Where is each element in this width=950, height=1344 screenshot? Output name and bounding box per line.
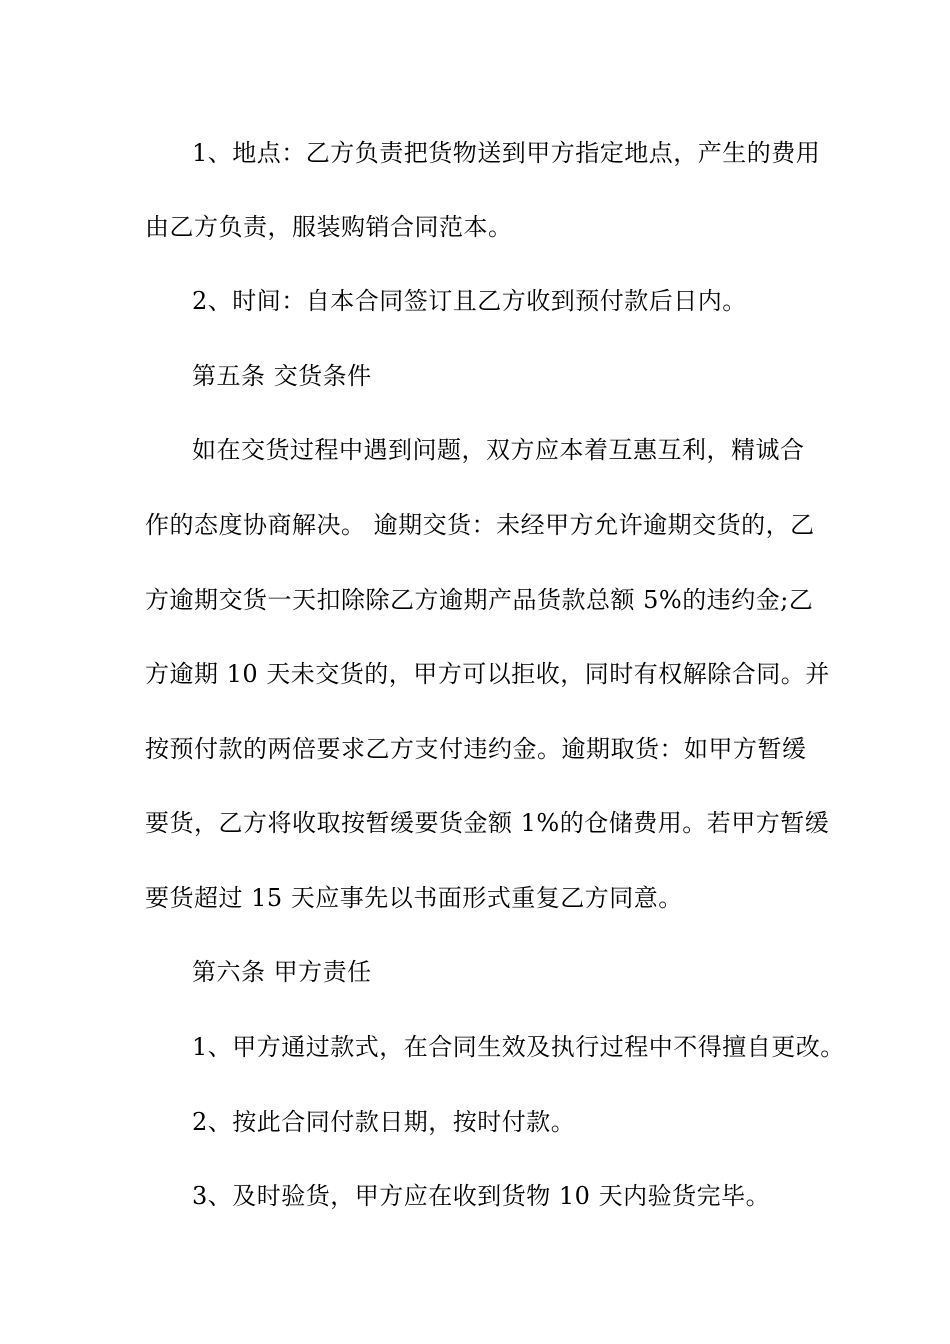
paragraph-line: 2、时间：自本合同签订且乙方收到预付款后日内。 [192,287,747,315]
paragraph-line: 方逾期 10 天未交货的，甲方可以拒收，同时有权解除合同。并 [145,660,830,688]
paragraph-line: 方逾期交货一天扣除除乙方逾期产品货款总额 5%的违约金;乙 [145,586,814,614]
section-heading: 第五条 交货条件 [192,362,372,390]
section-heading: 第六条 甲方责任 [192,958,372,986]
paragraph-line: 作的态度协商解决。 逾期交货：未经甲方允许逾期交货的，乙 [145,511,815,539]
paragraph-line: 1、甲方通过款式，在合同生效及执行过程中不得擅自更改。 [192,1033,845,1061]
paragraph-line: 按预付款的两倍要求乙方支付违约金。逾期取货：如甲方暂缓 [145,735,807,763]
paragraph-line: 2、按此合同付款日期，按时付款。 [192,1108,576,1136]
paragraph-line: 要货超过 15 天应事先以书面形式重复乙方同意。 [145,884,683,912]
paragraph-line: 要货，乙方将收取按暂缓要货金额 1%的仓储费用。若甲方暂缓 [145,809,830,837]
paragraph-line: 如在交货过程中遇到问题，双方应本着互惠互利，精诚合 [192,436,805,464]
paragraph-line: 由乙方负责，服装购销合同范本。 [145,213,513,241]
paragraph-line: 3、及时验货，甲方应在收到货物 10 天内验货完毕。 [192,1182,771,1210]
paragraph-line: 1、地点：乙方负责把货物送到甲方指定地点，产生的费用 [192,139,821,167]
